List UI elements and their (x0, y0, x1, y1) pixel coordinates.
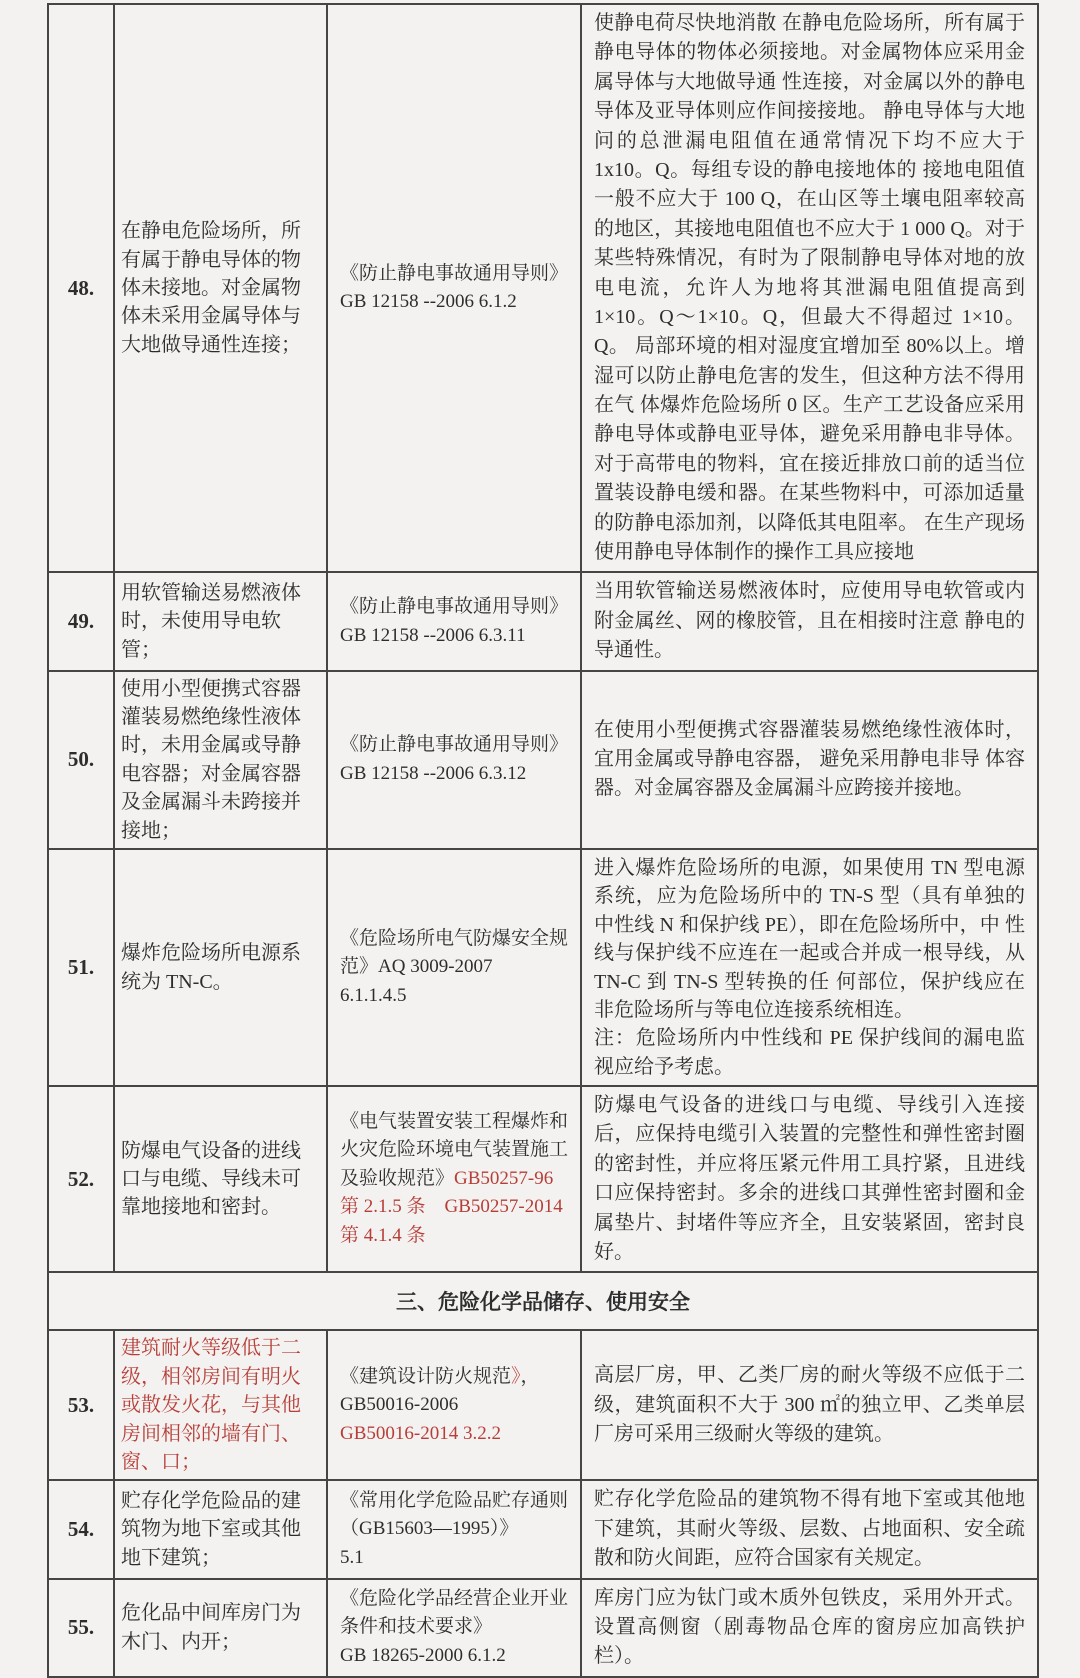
basis-cell (327, 1086, 581, 1272)
basis-code: GB 12158 --2006 6.3.11 (340, 624, 526, 646)
basis-title-line: 《建筑设计防火规范》， (340, 1365, 540, 1387)
basis-code: GB 12158 --2006 6.3.12 (340, 762, 527, 784)
basis-code: 6.1.1.4.5 (340, 984, 407, 1006)
table-row-50 (48, 671, 1038, 849)
basis-code: GB50016-2006 (340, 1394, 459, 1416)
regulation-table (47, 3, 1039, 1678)
basis-clause-red: GB50257-96 第 2.1.5 条 GB50257-2014 第 4.1.4 条 (340, 1167, 563, 1246)
basis-cell (327, 671, 581, 849)
detail-cell: 贮存化学危险品的建筑物不得有地下室或其他地下建筑，其耐火等级、层数、占地面积、安全疏散和防火间距，应符合国家有关规定。 (581, 1480, 1038, 1578)
basis-title: 《危险化学品经营企业开业条件和技术要求》 (340, 1587, 569, 1638)
row-number: 48. (48, 4, 114, 572)
basis-code: 5.1 (340, 1546, 364, 1568)
basis-cell (327, 4, 581, 572)
detail-cell: 在使用小型便携式容器灌装易燃绝缘性液体时，宜用金属或导静电容器， 避免采用静电非导 体容器。对金属容器及金属漏斗应跨接并接地。 (581, 671, 1038, 849)
basis-cell (327, 1330, 581, 1480)
section-header: 三、危险化学品储存、使用安全 (48, 1272, 1038, 1330)
basis-code-red: GB50016-2014 3.2.2 (340, 1422, 501, 1444)
basis-cell (327, 1480, 581, 1578)
detail-cell: 防爆电气设备的进线口与电缆、导线引入连接后，应保持电缆引入装置的完整性和弹性密封圈的密封性，并应将压紧元件用工具拧紧，且进线口应保持密封。多余的进线口其弹性密封圈和金属垫片、封堵件等应齐全，且安装紧固，密封良好。 (581, 1086, 1038, 1272)
table-row-54 (48, 1480, 1038, 1578)
detail-cell: 当用软管输送易燃液体时，应使用导电软管或内附金属丝、网的橡胶管，且在相接时注意 静电的导通性。 (581, 572, 1038, 670)
table-row-52 (48, 1086, 1038, 1272)
table-row-49 (48, 572, 1038, 670)
basis-title: 《防止静电事故通用导则》 (340, 262, 569, 284)
basis-title: 《常用化学危险品贮存通则（GB15603—1995）》 (340, 1489, 569, 1540)
basis-title: 《防止静电事故通用导则》 (340, 596, 569, 617)
row-number: 54. (48, 1480, 114, 1578)
problem-cell: 贮存化学危险品的建筑物为地下室或其他地下建筑； (114, 1480, 327, 1578)
row-number: 50. (48, 671, 114, 849)
detail-cell: 使静电荷尽快地消散 在静电危险场所，所有属于静电导体的物体必须接地。对金属物体应采用金属导体与大地做导通 性连接，对金属以外的静电导体及亚导体则应作间接接地。 静电导体与大地问的总泄漏电阻值在通常情况下均不应大于 1x10。Q。每组专设的静电接地体的 接地电阻值一般不应大于 100 Q，在山区等土壤电阻率较高的地区，其接地电阻值也不应大于 1 000 Q。对于某些特殊情况，有时为了限制静电导体对地的放电电流，允许人为地将其泄漏电阻值提高到 1×10。Q～1×10。Q，但最大不得超过 1×10。Q。 局部环境的相对湿度宜增加至 80%以上。增湿可以防止静电危害的发生，但这种方法不得用在气 体爆炸危险场所 0 区。生产工艺设备应采用静电导体或静电亚导体，避免采用静电非导体。对于高带电的物料，宜在接近排放口前的适当位置装设静电缓和器。在某些物料中，可添加适量的防静电添加剂，以降低其电阻率。 在生产现场使用静电导体制作的操作工具应接地 (581, 4, 1038, 572)
basis-code: GB 18265-2000 6.1.2 (340, 1644, 506, 1666)
row-number: 53. (48, 1330, 114, 1480)
row-number: 55. (48, 1579, 114, 1677)
table-row-53 (48, 1330, 1038, 1480)
problem-cell: 防爆电气设备的进线口与电缆、导线未可靠地接地和密封。 (114, 1086, 327, 1272)
problem-cell: 使用小型便携式容器灌装易燃绝缘性液体时，未用金属或导静电容器；对金属容器及金属漏斗未跨接并接地； (114, 671, 327, 849)
detail-text: 进入爆炸危险场所的电源，如果使用 TN 型电源系统，应为危险场所中的 TN-S 型（具有单独的中性线 N 和保护线 PE），即在危险场所中，中 性线与保护线不应连在一起或合并成一根导线，从 TN-C 到 TN-S 型转换的任 何部位，保护线应在非危险场所与等电位连接系统相连。 (594, 856, 1025, 1021)
table-row-51 (48, 849, 1038, 1086)
problem-cell: 建筑耐火等级低于二级，相邻房间有明火或散发火花，与其他房间相邻的墙有门、窗、口； (114, 1330, 327, 1480)
problem-cell: 危化品中间库房门为木门、内开； (114, 1579, 327, 1677)
basis-code: GB 12158 --2006 6.1.2 (340, 291, 517, 313)
section-header-row (48, 1272, 1038, 1330)
table-row-55 (48, 1579, 1038, 1677)
basis-title: 《电气装置安装工程爆炸和火灾危险环境电气装置施工及验收规范》 (340, 1110, 569, 1189)
row-number: 49. (48, 572, 114, 670)
row-number: 51. (48, 849, 114, 1086)
detail-cell: 高层厂房，甲、乙类厂房的耐火等级不应低于二级，建筑面积不大于 300 ㎡的独立甲、乙类单层厂房可采用三级耐火等级的建筑。 (581, 1330, 1038, 1480)
table-row-48 (48, 4, 1038, 572)
basis-cell (327, 572, 581, 670)
problem-cell: 在静电危险场所，所有属于静电导体的物体未接地。对金属物体未采用金属导体与大地做导通性连接； (114, 4, 327, 572)
detail-cell: 库房门应为钛门或木质外包铁皮，采用外开式。设置高侧窗（剧毒物品仓库的窗房应加高铁护栏）。 (581, 1579, 1038, 1677)
detail-note: 注：危险场所内中性线和 PE 保护线间的漏电监视应给予考虑。 (594, 1027, 1025, 1078)
basis-title: 《危险场所电气防爆安全规范》AQ 3009-2007 (340, 927, 569, 978)
problem-cell: 爆炸危险场所电源系统为 TN-C。 (114, 849, 327, 1086)
detail-cell (581, 849, 1038, 1086)
problem-cell: 用软管输送易燃液体时，未使用导电软管； (114, 572, 327, 670)
basis-cell (327, 849, 581, 1086)
basis-cell (327, 1579, 581, 1677)
basis-title: 《防止静电事故通用导则》 (340, 734, 569, 756)
row-number: 52. (48, 1086, 114, 1272)
